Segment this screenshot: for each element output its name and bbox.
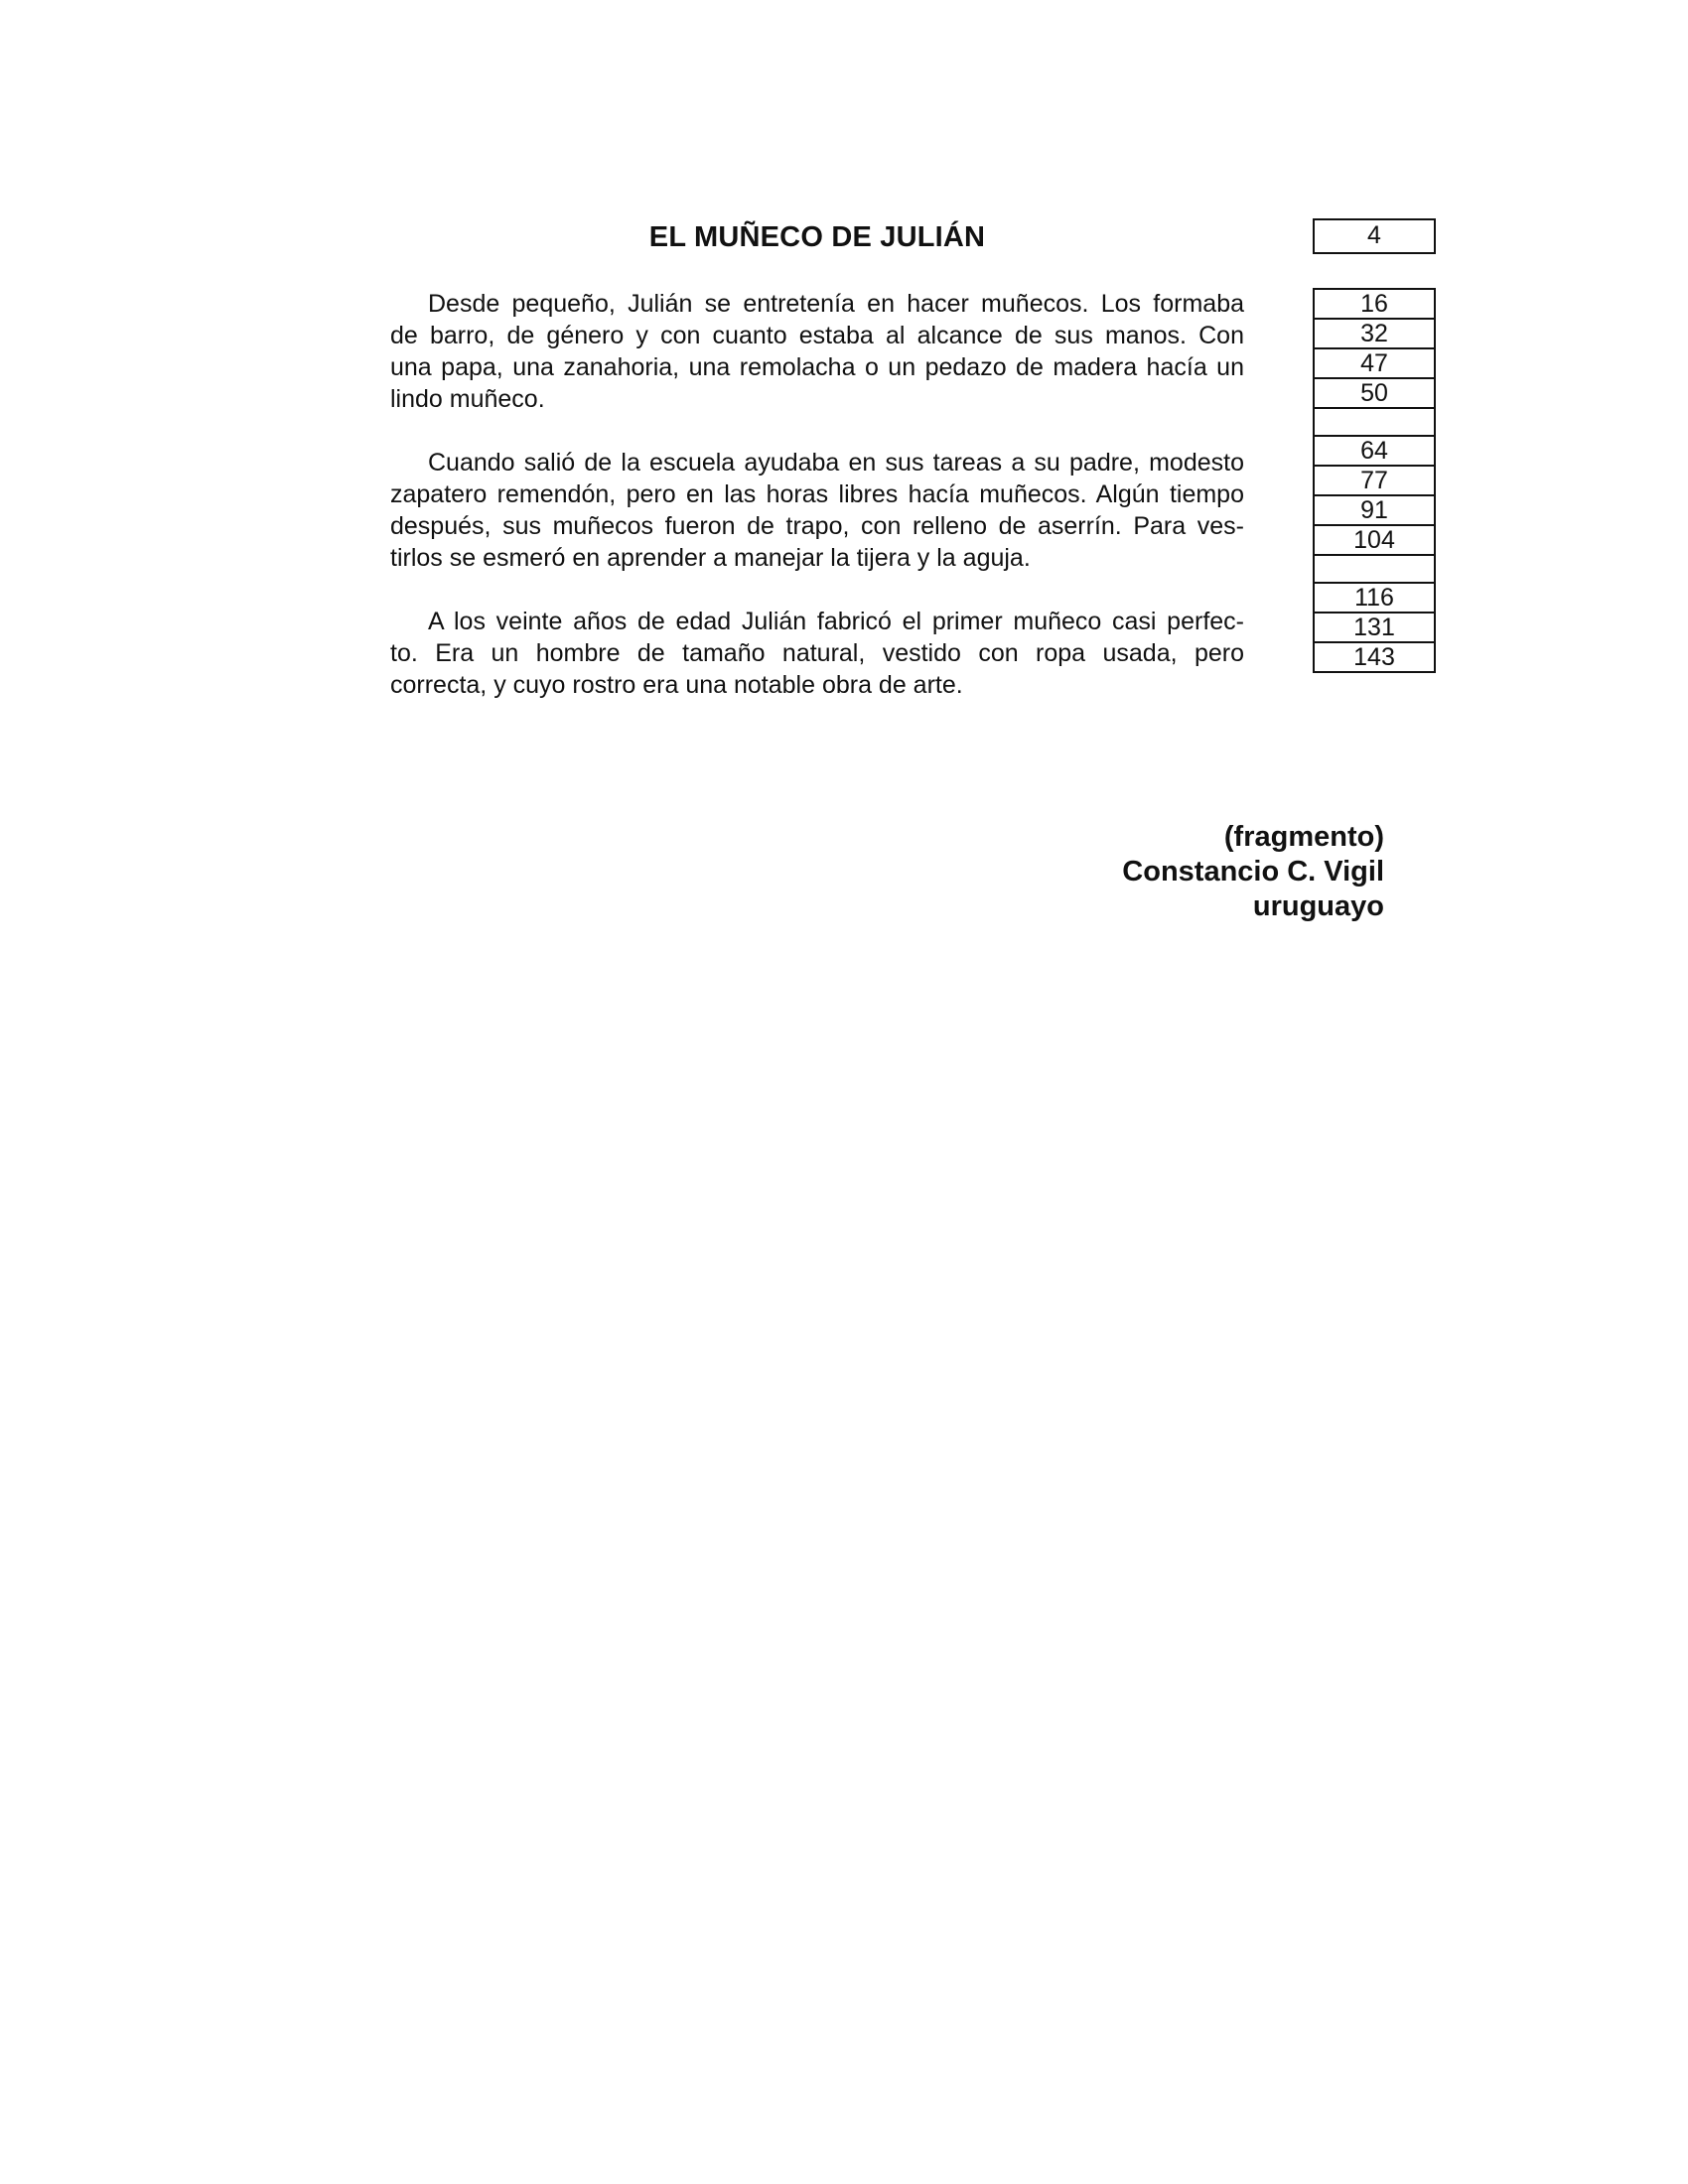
paragraph-1 [390, 288, 1244, 415]
text-line: to. Era un hombre de tamaño natural, vestido con ropa usada, pero [390, 639, 1244, 667]
paragraph-3 [390, 606, 1244, 701]
table-row [1314, 466, 1435, 495]
table-row [1314, 436, 1435, 466]
word-count-cell: 77 [1314, 466, 1435, 495]
table-row [1314, 525, 1435, 555]
word-count-cell: 104 [1314, 525, 1435, 555]
word-count-cell: 47 [1314, 348, 1435, 378]
table-row [1314, 348, 1435, 378]
word-count-cell: 16 [1314, 289, 1435, 319]
paragraph-2 [390, 447, 1244, 574]
table-row [1314, 289, 1435, 319]
word-count-cell: 64 [1314, 436, 1435, 466]
text-line: correcta, y cuyo rostro era una notable obra de arte. [390, 671, 963, 699]
author-nationality: uruguayo [1252, 890, 1384, 922]
table-row [1314, 495, 1435, 525]
table-row [1314, 642, 1435, 672]
story-text [390, 288, 1244, 701]
table-row [1314, 583, 1435, 613]
word-count-cell [1314, 555, 1435, 583]
word-count-cell: 91 [1314, 495, 1435, 525]
word-count-cell: 143 [1314, 642, 1435, 672]
text-line: una papa, una zanahoria, una remolacha o un pedazo de madera hacía un [390, 353, 1244, 381]
table-row [1314, 613, 1435, 642]
word-count-cell: 116 [1314, 583, 1435, 613]
text-line: después, sus muñecos fueron de trapo, con relleno de aserrín. Para ves- [390, 512, 1244, 540]
table-row [1314, 408, 1435, 436]
document-title: EL MUÑECO DE JULIÁN [648, 221, 986, 253]
fragment-note: (fragmento) [1223, 821, 1384, 853]
paragraph-spacer [390, 415, 1244, 447]
text-line: Cuando salió de la escuela ayudaba en sus tareas a su padre, modesto [428, 449, 1244, 477]
text-line: Desde pequeño, Julián se entretenía en hacer muñecos. Los formaba [428, 290, 1244, 318]
table-row [1314, 319, 1435, 348]
author-name: Constancio C. Vigil [1122, 856, 1384, 887]
word-count-cell [1314, 408, 1435, 436]
text-line: A los veinte años de edad Julián fabricó el primer muñeco casi perfec- [428, 608, 1244, 635]
attribution [894, 820, 1384, 924]
text-line: tirlos se esmeró en aprender a manejar la tijera y la aguja. [390, 544, 1031, 572]
word-count-cell: 131 [1314, 613, 1435, 642]
word-count-cell: 32 [1314, 319, 1435, 348]
title-word-count-box: 4 [1313, 218, 1436, 254]
table-row [1314, 378, 1435, 408]
text-line: lindo muñeco. [390, 385, 545, 413]
text-line: de barro, de género y con cuanto estaba al alcance de sus manos. Con [390, 322, 1244, 349]
word-count-cell: 50 [1314, 378, 1435, 408]
word-count-table [1313, 288, 1436, 673]
text-line: zapatero remendón, pero en las horas libres hacía muñecos. Algún tiempo [390, 480, 1244, 508]
table-row [1314, 555, 1435, 583]
paragraph-spacer [390, 574, 1244, 606]
